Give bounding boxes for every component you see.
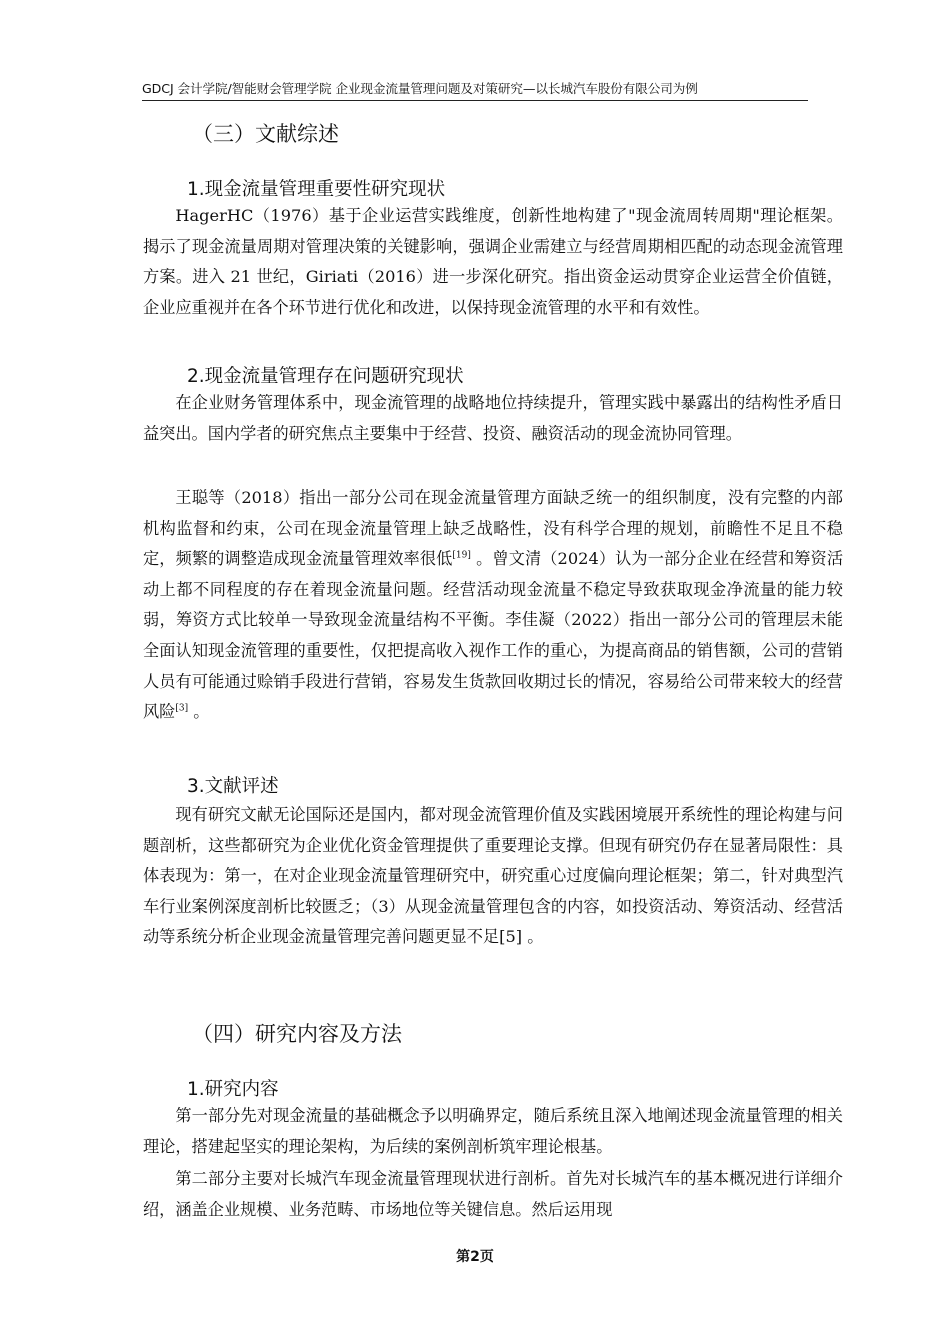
section-heading-literature-review: （三）文献综述	[192, 122, 339, 146]
subheading-importance-research: 1.现金流量管理重要性研究现状	[187, 179, 446, 200]
page-header: GDCJ 会计学院/智能财会管理学院 企业现金流量管理问题及对策研究—以长城汽车股份有限公司为例	[142, 81, 698, 96]
subheading-research-content: 1.研究内容	[187, 1079, 279, 1100]
section-heading-research-content: （四）研究内容及方法	[192, 1022, 402, 1046]
header-divider	[142, 100, 808, 101]
problems-text-part3: 。	[188, 702, 210, 722]
subheading-problems-research: 2.现金流量管理存在问题研究现状	[187, 366, 464, 387]
paragraph-research-part2: 第二部分主要对长城汽车现金流量管理现状进行剖析。首先对长城汽车的基本概况进行详细介绍，涵盖企业规模、业务范畴、市场地位等关键信息。然后运用现	[143, 1169, 843, 1219]
citation-3: [3]	[175, 703, 189, 714]
subheading-literature-commentary: 3.文献评述	[187, 776, 279, 797]
paragraph-commentary: 现有研究文献无论国际还是国内，都对现金流管理价值及实践困境展开系统性的理论构建与问题剖析，这些都研究为企业优化资金管理提供了重要理论支撑。但现有研究仍存在显著局限性：具体表现为：第一，在对企业现金流量管理研究中，研究重心过度偏向理论框架；第二，针对典型汽车行业案例深度剖析比较匮乏；（3）从现金流量管理包含的内容，如投资活动、筹资活动、经营活动等系统分析企业现金流量管理完善问题更显不足[5] 。	[143, 805, 843, 947]
paragraph-importance: HagerHC（1976）基于企业运营实践维度，创新性地构建了"现金流周转周期"理论框架。揭示了现金流量周期对管理决策的关键影响，强调企业需建立与经营周期相匹配的动态现金流管理方案。进入 21 世纪，Giriati（2016）进一步深化研究。指出资金运动贯穿企业运营全价值链，企业应重视并在各个环节进行优化和改进，以保持现金流管理的水平和有效性。	[143, 206, 843, 317]
paragraph-problems-detail	[143, 483, 843, 728]
page-number: 第2页	[456, 1249, 494, 1265]
paragraph-research-part1: 第一部分先对现金流量的基础概念予以明确界定，随后系统且深入地阐述现金流量管理的相关理论，搭建起坚实的理论架构，为后续的案例剖析筑牢理论根基。	[143, 1106, 843, 1156]
problems-text-part1: 王聪等（2018）指出一部分公司在现金流量管理方面缺乏统一的组织制度，没有完整的内部机构监督和约束，公司在现金流量管理上缺乏战略性，没有科学合理的规划，前瞻性不足且不稳定，频繁的调整造成现金流量管理效率很低	[143, 488, 843, 569]
paragraph-problems-intro: 在企业财务管理体系中，现金流管理的战略地位持续提升，管理实践中暴露出的结构性矛盾日益突出。国内学者的研究焦点主要集中于经营、投资、融资活动的现金流协同管理。	[143, 393, 843, 443]
citation-19: [19]	[452, 550, 471, 561]
problems-text-part2: 。曾文清（2024）认为一部分企业在经营和筹资活动上都不同程度的存在着现金流量问题。经营活动现金流量不稳定导致获取现金净流量的能力较弱，筹资方式比较单一导致现金流量结构不平衡。李佳凝（2022）指出一部分公司的管理层未能全面认知现金流管理的重要性，仅把提高收入视作工作的重心，为提高商品的销售额，公司的营销人员有可能通过赊销手段进行营销，容易发生货款回收期过长的情况，容易给公司带来较大的经营风险	[143, 549, 844, 722]
